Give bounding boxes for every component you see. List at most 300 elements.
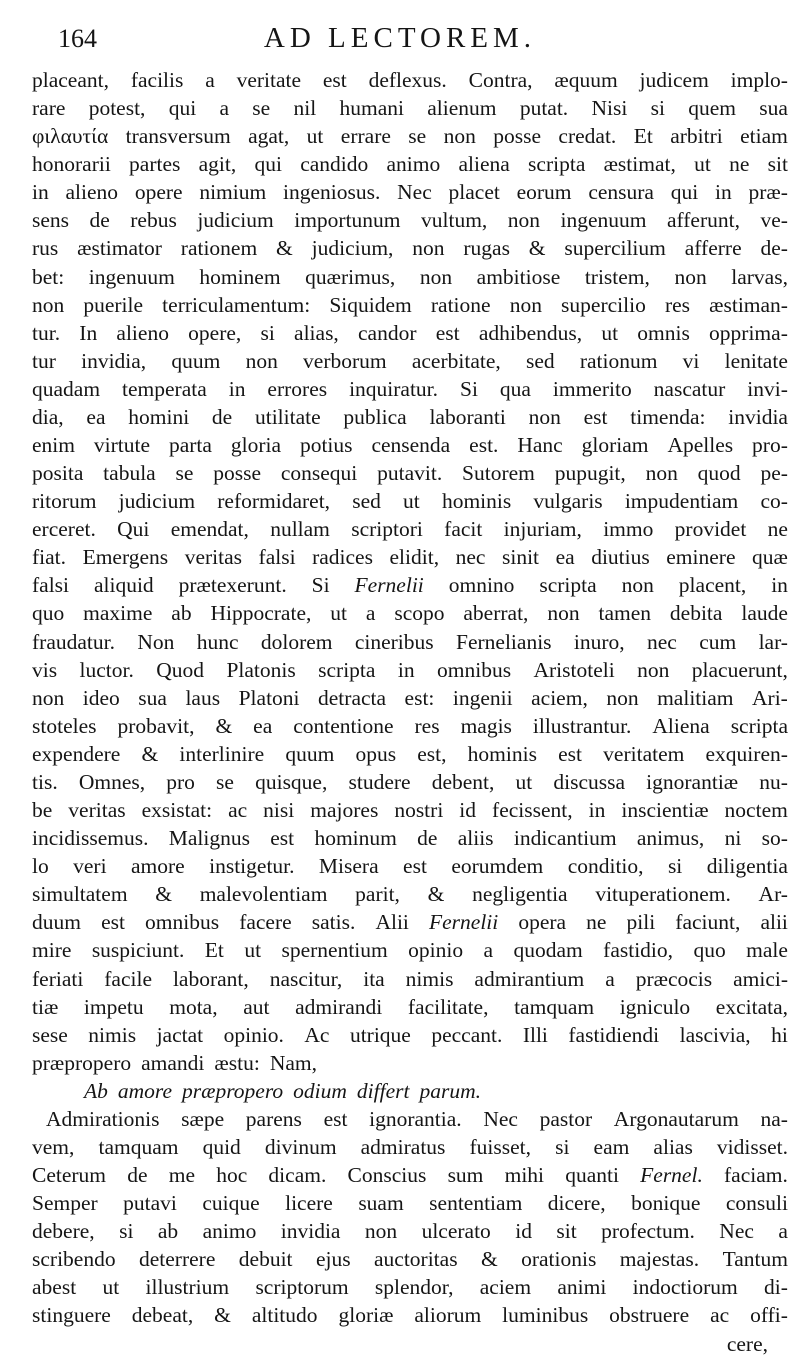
word: de (211, 404, 233, 429)
word: est (435, 320, 460, 345)
word: publica (343, 404, 407, 429)
word: virtute (93, 433, 151, 458)
word: Ac (304, 1022, 330, 1047)
word: faciunt, (675, 910, 741, 935)
word: & (215, 713, 233, 738)
word: vem, (32, 1134, 75, 1159)
word: Fernelianis (456, 629, 552, 654)
word: majores (310, 798, 379, 823)
word: animus, (636, 826, 705, 851)
word: ut (244, 938, 262, 963)
word: putavit. (377, 461, 443, 486)
word: errare (340, 124, 391, 149)
word: admirantium (474, 966, 585, 991)
word: instigetur. (209, 854, 295, 879)
word: judicium (197, 208, 274, 233)
word: bonique (631, 1191, 701, 1216)
word: Alii (375, 910, 409, 935)
word: sese (32, 1022, 68, 1047)
word: suspiciunt. (91, 938, 185, 963)
word: aciem (479, 1275, 532, 1300)
word: dicere, (547, 1191, 606, 1216)
word: indoctiorum (632, 1275, 738, 1300)
word: ratione (430, 292, 491, 317)
word: excitata, (715, 994, 788, 1019)
word: gloriam (581, 433, 649, 458)
word: stinguere (32, 1303, 111, 1328)
word: æstimator (77, 236, 162, 261)
word: ac (228, 798, 248, 823)
word: ut (330, 601, 347, 626)
text-line (32, 66, 788, 94)
word: de (127, 1163, 148, 1188)
word: pili (626, 910, 656, 935)
word: non (528, 404, 561, 429)
word: Emergens (82, 545, 169, 570)
word: tur. (32, 320, 61, 345)
word: putat. (519, 96, 569, 121)
text-line (32, 908, 788, 936)
word: quanti (565, 1163, 619, 1188)
word: aliorum (414, 1303, 482, 1328)
word: ve- (760, 208, 788, 233)
word: & (155, 882, 172, 907)
word: ut (102, 1275, 120, 1300)
word: non (674, 264, 707, 289)
word: amici- (733, 966, 788, 991)
text-line (32, 1077, 788, 1105)
word: sæpe (181, 1106, 225, 1131)
word: vis (32, 657, 58, 682)
word: debuit (238, 1247, 293, 1272)
word: Malignus (168, 826, 250, 851)
word: ut (306, 124, 324, 149)
word: Siquidem (329, 292, 412, 317)
word: scripta (539, 573, 597, 598)
word: impudentiam (624, 489, 739, 514)
word: humani (339, 96, 404, 121)
word: igniculo (619, 994, 691, 1019)
text-line (32, 993, 788, 1021)
word: deterrere (139, 1247, 216, 1272)
word: veritatem (603, 741, 685, 766)
word: & (480, 1247, 498, 1272)
text-line (32, 1189, 788, 1217)
word: rugas (463, 236, 510, 261)
word: placent, (678, 573, 747, 598)
text-line (32, 94, 788, 122)
word: altitudo (251, 1303, 318, 1328)
text-line (32, 740, 788, 768)
word: ingenii (452, 685, 513, 710)
word: opere (134, 180, 183, 205)
word: quid (202, 1134, 241, 1159)
word: non (509, 292, 542, 317)
word: scriptori (351, 517, 423, 542)
word: tamen (598, 601, 652, 626)
word: nil (293, 96, 317, 121)
text-line (32, 628, 788, 656)
word: æquum (554, 68, 618, 92)
word: Non (137, 629, 175, 654)
word: noctem (724, 798, 788, 823)
word: studere (348, 769, 411, 794)
word: est (558, 741, 583, 766)
word: supercilio (561, 292, 646, 317)
word: differt (356, 1078, 410, 1103)
word: ignorantia. (369, 1106, 462, 1131)
word: & (427, 882, 445, 907)
word: cuique (202, 1191, 260, 1216)
word: spernentium (281, 938, 388, 963)
word: Sutorem (462, 461, 535, 486)
word: amore (130, 854, 185, 879)
word: hominis (467, 741, 537, 766)
word: agit, (198, 152, 237, 177)
word: parta (168, 433, 212, 458)
word: illustrantur. (532, 713, 632, 738)
text-line (32, 515, 788, 543)
word: id (459, 798, 477, 823)
word: Hanc (517, 433, 563, 458)
word: candor (358, 320, 417, 345)
text-line (32, 543, 788, 571)
word: se (216, 769, 234, 794)
word: æstimat, (603, 152, 676, 177)
word: maxime (83, 601, 153, 626)
page-number: 164 (58, 24, 97, 53)
word: Ar- (758, 882, 788, 907)
word: dicam. (268, 1163, 327, 1188)
word: immo (603, 517, 654, 542)
word: facile (104, 966, 153, 991)
word: est (270, 826, 295, 851)
word: ac (710, 1303, 730, 1328)
word: est (583, 404, 608, 429)
text-line (32, 291, 788, 319)
word: laus (185, 685, 221, 710)
word: & (214, 1303, 231, 1328)
word: dia, (32, 404, 64, 429)
word: larvas, (731, 264, 788, 289)
word: rationem (180, 236, 258, 261)
word: fecissent, (492, 798, 573, 823)
word: quum (171, 348, 221, 373)
word: se (408, 124, 427, 149)
word: splendor, (374, 1275, 454, 1300)
word: non (621, 573, 654, 598)
word: placuerunt, (691, 657, 788, 682)
word: majestas. (619, 1247, 700, 1272)
word: emendat, (170, 517, 249, 542)
word: animo (386, 152, 441, 177)
word: abest (32, 1275, 77, 1300)
word: res (414, 713, 440, 738)
word: tristem, (584, 264, 650, 289)
running-head: AD LECTOREM. (263, 22, 537, 54)
word: Aliena (652, 713, 710, 738)
word: consequi (280, 461, 358, 486)
word: se (252, 96, 271, 121)
word: simultatem (32, 882, 128, 907)
word: alias, (294, 320, 339, 345)
word: discussa (553, 769, 626, 794)
word: me (168, 1163, 195, 1188)
word: quo (693, 938, 726, 963)
word: sens (32, 208, 70, 233)
word: sua (759, 96, 788, 121)
word: etiam (740, 124, 788, 149)
word: hoc (216, 1163, 248, 1188)
text-line (32, 431, 788, 459)
word: omnis (637, 320, 690, 345)
word: parum. (419, 1078, 482, 1103)
word: quisque, (255, 769, 328, 794)
word: nisi (263, 798, 295, 823)
word: malevolentiam (199, 882, 328, 907)
word: in (588, 798, 606, 823)
word: opera (518, 910, 567, 935)
word: debent, (431, 769, 495, 794)
word: luctor. (79, 657, 134, 682)
word: si (119, 1219, 134, 1244)
word: tur (32, 348, 56, 373)
word: afferunt, (666, 208, 740, 233)
word: nostri (394, 798, 444, 823)
word: Nec (397, 180, 432, 205)
word: præpropero (182, 1078, 284, 1103)
word: placeant, (32, 68, 109, 92)
word: cineribus (354, 629, 434, 654)
word: obstruere (609, 1303, 690, 1328)
word: in (714, 180, 732, 205)
word: rationum (579, 348, 658, 373)
word: aberrat, (463, 601, 529, 626)
word: non (32, 685, 65, 710)
word: pro (166, 769, 195, 794)
word: mire (32, 938, 72, 963)
word: qui (168, 96, 197, 121)
word: non (637, 657, 670, 682)
word: verborum (303, 348, 387, 373)
word: hi (771, 1022, 788, 1047)
word: sententiam (429, 1191, 523, 1216)
word: na- (760, 1106, 788, 1131)
word: Hippocrate, (210, 601, 312, 626)
word: Fernel. (640, 1163, 703, 1188)
word: In (79, 320, 98, 345)
word: ea (555, 545, 575, 570)
word: quod (697, 461, 741, 486)
word: Si (460, 376, 478, 401)
word: nascitur, (269, 966, 343, 991)
word: agat, (248, 124, 290, 149)
word: honorarii (32, 152, 111, 177)
word: pro- (752, 433, 788, 458)
word: opere, (188, 320, 242, 345)
word: ingenuum (88, 264, 175, 289)
word: credat. (558, 124, 617, 149)
word: male (746, 938, 788, 963)
text-line (32, 1049, 788, 1077)
word: facilis (130, 68, 184, 92)
word: nec (455, 545, 486, 570)
word: scripta (730, 713, 788, 738)
word: expendere (32, 741, 121, 766)
word: debeat, (131, 1303, 194, 1328)
text-line (32, 1273, 788, 1301)
word: mihi (504, 1163, 545, 1188)
text-line (32, 1217, 788, 1245)
word: pupugit, (554, 461, 626, 486)
word: sum (447, 1163, 484, 1188)
word: providet (674, 517, 747, 542)
text-line (32, 122, 788, 150)
word: Nec (483, 1106, 518, 1131)
word: Platoni (238, 685, 300, 710)
text-line (32, 206, 788, 234)
word: lar- (758, 629, 788, 654)
word: eminere (666, 545, 736, 570)
word: profectum. (601, 1219, 695, 1244)
word: alieno (116, 320, 169, 345)
word: ut (601, 320, 619, 345)
word: Ceterum (32, 1163, 107, 1188)
word: non (443, 124, 476, 149)
word: in (397, 657, 415, 682)
word: si (555, 1134, 570, 1159)
word: radices (312, 545, 373, 570)
word: tis. (32, 769, 58, 794)
word: tamquam (514, 994, 595, 1019)
word: facilitate, (407, 994, 489, 1019)
word: præpropero (32, 1050, 132, 1075)
word: invidia (728, 404, 788, 429)
word: prætexerunt. (178, 573, 287, 598)
word: partes (129, 152, 181, 177)
word: importunum (294, 208, 401, 233)
text-line (32, 1161, 788, 1189)
word: erceret. (32, 517, 96, 542)
word: indicantium (513, 826, 617, 851)
word: eam (593, 1134, 630, 1159)
word: parit, (355, 882, 400, 907)
word: rebus (130, 208, 177, 233)
word: ut (403, 489, 420, 514)
word: & (276, 236, 293, 261)
word: Ari- (752, 685, 788, 710)
text-line (32, 852, 788, 880)
word: φιλαυτία (32, 124, 109, 149)
word: Si (311, 573, 330, 598)
word: parens (245, 1106, 302, 1131)
text-line (32, 487, 788, 515)
word: detracta (318, 685, 387, 710)
word: amandi (141, 1050, 205, 1075)
word: non (507, 208, 541, 233)
word: se (175, 461, 194, 486)
word: tamquam (98, 1134, 179, 1159)
word: exquiren- (705, 741, 788, 766)
word: conditio, (567, 854, 644, 879)
text-line (32, 263, 788, 291)
word: lenitate (724, 348, 788, 373)
word: pastor (539, 1106, 593, 1131)
word: Apelles (667, 433, 734, 458)
word: hominum (314, 826, 397, 851)
word: temperata (122, 376, 207, 401)
word: diligentia (706, 854, 788, 879)
word: illustrium (145, 1275, 230, 1300)
word: alias (653, 1134, 693, 1159)
word: ut (515, 769, 533, 794)
word: est (322, 68, 347, 92)
text-line (32, 234, 788, 262)
word: amore (117, 1078, 173, 1103)
word: inscientiæ (621, 798, 709, 823)
text-line (32, 936, 788, 964)
word: posse (213, 461, 262, 486)
word: hominis (441, 489, 512, 514)
word: non (606, 685, 639, 710)
word: scribendo (32, 1247, 116, 1272)
word: veritas (184, 545, 242, 570)
word: qui (254, 152, 282, 177)
word: non (32, 292, 65, 317)
word: di- (764, 1275, 788, 1300)
word: be (32, 798, 53, 823)
word: lascivia, (679, 1022, 751, 1047)
word: diutius (591, 545, 650, 570)
word: si (667, 854, 683, 879)
word: jactat (156, 1022, 204, 1047)
word: hunc (196, 629, 239, 654)
word: homini (128, 404, 190, 429)
word: feriati (32, 966, 84, 991)
text-line (32, 1301, 788, 1329)
word: putavi (123, 1191, 177, 1216)
word: probavit, (117, 713, 195, 738)
word: est (403, 854, 427, 879)
word: mota, (169, 994, 218, 1019)
word: fiat. (32, 545, 67, 570)
word: judicium, (311, 236, 394, 261)
word: lo (32, 854, 49, 879)
word: utilitate (254, 404, 321, 429)
word: cum (699, 629, 737, 654)
word: judicem (639, 68, 709, 92)
word: aliquid (93, 573, 154, 598)
text-line (32, 571, 788, 599)
word: tabula (103, 461, 156, 486)
word: eorum (516, 180, 572, 205)
word: Contra, (468, 68, 533, 92)
word: animo (202, 1219, 257, 1244)
word: omnibus (437, 657, 512, 682)
word: non (245, 348, 278, 373)
word: in (32, 180, 49, 205)
word: de (89, 208, 110, 233)
word: suam (358, 1191, 404, 1216)
word: luminibus (502, 1303, 589, 1328)
word: scripta (528, 152, 586, 177)
text-line (32, 768, 788, 796)
word: nascatur (653, 376, 726, 401)
word: inuro, (573, 629, 625, 654)
word: rus (32, 236, 59, 261)
word: censenda (371, 433, 451, 458)
word: fuisset, (469, 1134, 532, 1159)
